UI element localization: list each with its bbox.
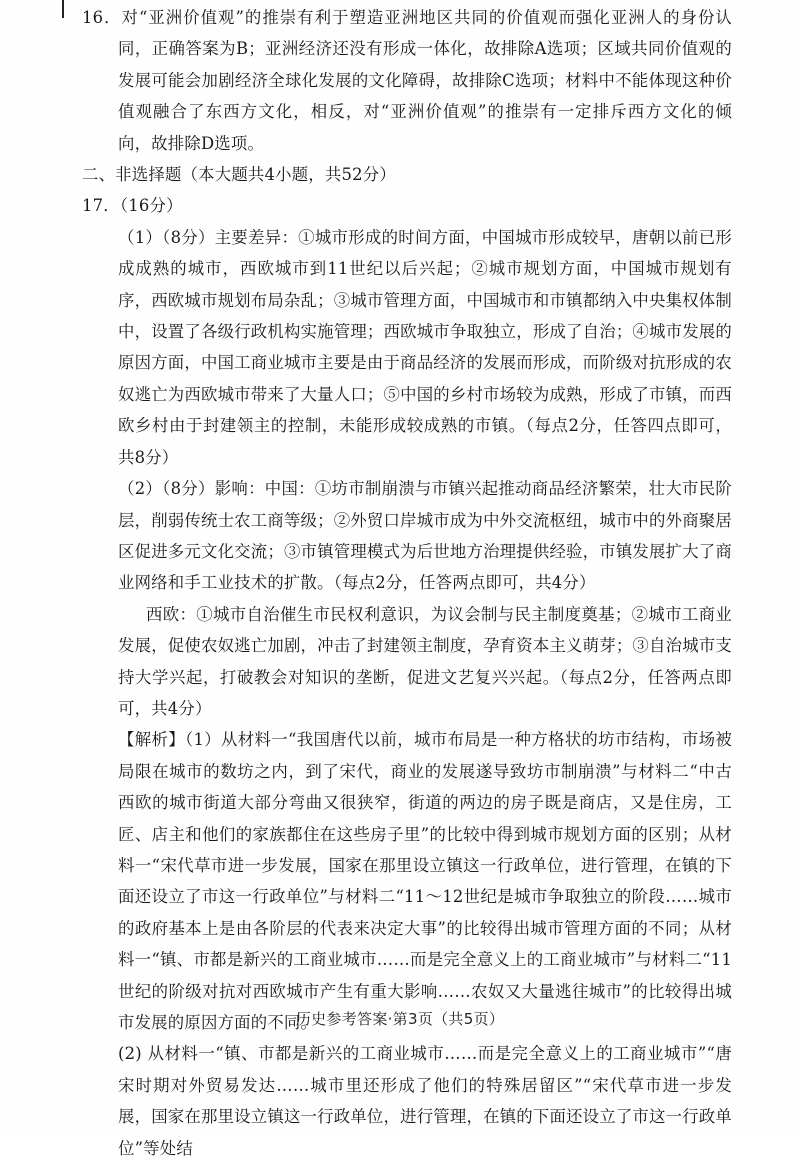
answer-content xyxy=(82,2,732,1164)
question-17-part-2-west: 西欧：①城市自治催生市民权利意识，为议会制与民主制度奠基；②城市工商业发展，促使农奴逃亡加剧，冲击了封建领主制度，孕育资本主义萌芽；③自治城市支持大学兴起，打破教会对知识的垄断，促进文艺复兴兴起。（每点2分，任答两点即可，共4分） xyxy=(118,604,732,718)
page-footer: 历史参考答案·第3页（共5页） xyxy=(295,1010,505,1028)
section-heading-non-choice: 二、非选择题（本大题共4小题，共52分） xyxy=(82,165,396,185)
analysis-part-2: (2) 从材料一“镇、市都是新兴的工商业城市……而是完全意义上的工商业城市”“唐宋时期对外贸易发达……城市里还形成了他们的特殊居留区”“宋代草市进一步发展，国家在那里设立镇这一行政单位，进行管理，在镇的下面还设立了市这一行政单位”等处结 xyxy=(118,1044,732,1158)
question-17-part-2-china: （2）（8分）影响：中国：①坊市制崩溃与市镇兴起推动商品经济繁荣，壮大市民阶层，削弱传统士农工商等级；②外贸口岸城市成为中外交流枢纽，城市中的外商聚居区促进多元文化交流；③市镇管理模式为后世地方治理提供经验，市镇发展扩大了商业网络和手工业技术的扩散。（每点2分，任答两点即可，共4分） xyxy=(118,479,732,593)
question-17-part-1: （1）（8分）主要差异：①城市形成的时间方面，中国城市形成较早，唐朝以前已形成成熟的城市，西欧城市到11世纪以后兴起；②城市规划方面，中国城市规划有序，西欧城市规划布局杂乱；③城市管理方面，中国城市和市镇都纳入中央集权体制中，设置了各级行政机构实施管理；西欧城市争取独立，形成了自治；④城市发展的原因方面，中国工商业城市主要是由于商品经济的发展而形成，而阶级对抗形成的农奴逃亡为西欧城市带来了大量人口；⑤中国的乡村市场较为成熟，形成了市镇，而西欧乡村由于封建领主的控制，未能形成较成熟的市镇。（每点2分，任答四点即可，共8分） xyxy=(118,227,732,467)
analysis-part-1: 【解析】（1）从材料一“我国唐代以前，城市布局是一种方格状的坊市结构，市场被局限在城市的数坊之内，到了宋代，商业的发展遂导致坊市制崩溃”与材料二“中古西欧的城市街道大部分弯曲又很狭窄，街道的两边的房子既是商店，又是住房，工匠、店主和他们的家族都住在这些房子里”的比较中得到城市规划方面的区别；从材料一“宋代草市进一步发展，国家在那里设立镇这一行政单位，进行管理，在镇的下面还设立了市这一行政单位”与材料二“11～12世纪是城市争取独立的阶段……城市的政府基本上是由各阶层的代表来决定大事”的比较得出城市管理方面的不同；从材料一“镇、市都是新兴的工商业城市……而是完全意义上的工商业城市”与材料二“11世纪的阶级对抗对西欧城市产生有重大影响……农奴又大量逃往城市”的比较得出城市发展的原因方面的不同。 xyxy=(118,730,732,1032)
question-16-answer: 16．对“亚洲价值观”的推崇有利于塑造亚洲地区共同的价值观而强化亚洲人的身份认同，正确答案为B；亚洲经济还没有形成一体化，故排除A选项；区域共同价值观的发展可能会加剧经济全球化发展的文化障碍，故排除C选项；材料中不能体现这种价值观融合了东西方文化，相反，对“亚洲价值观”的推崇有一定排斥西方文化的倾向，故排除D选项。 xyxy=(82,8,732,153)
page-edge-line xyxy=(62,0,64,18)
question-17-header: 17．（16分） xyxy=(82,196,183,216)
